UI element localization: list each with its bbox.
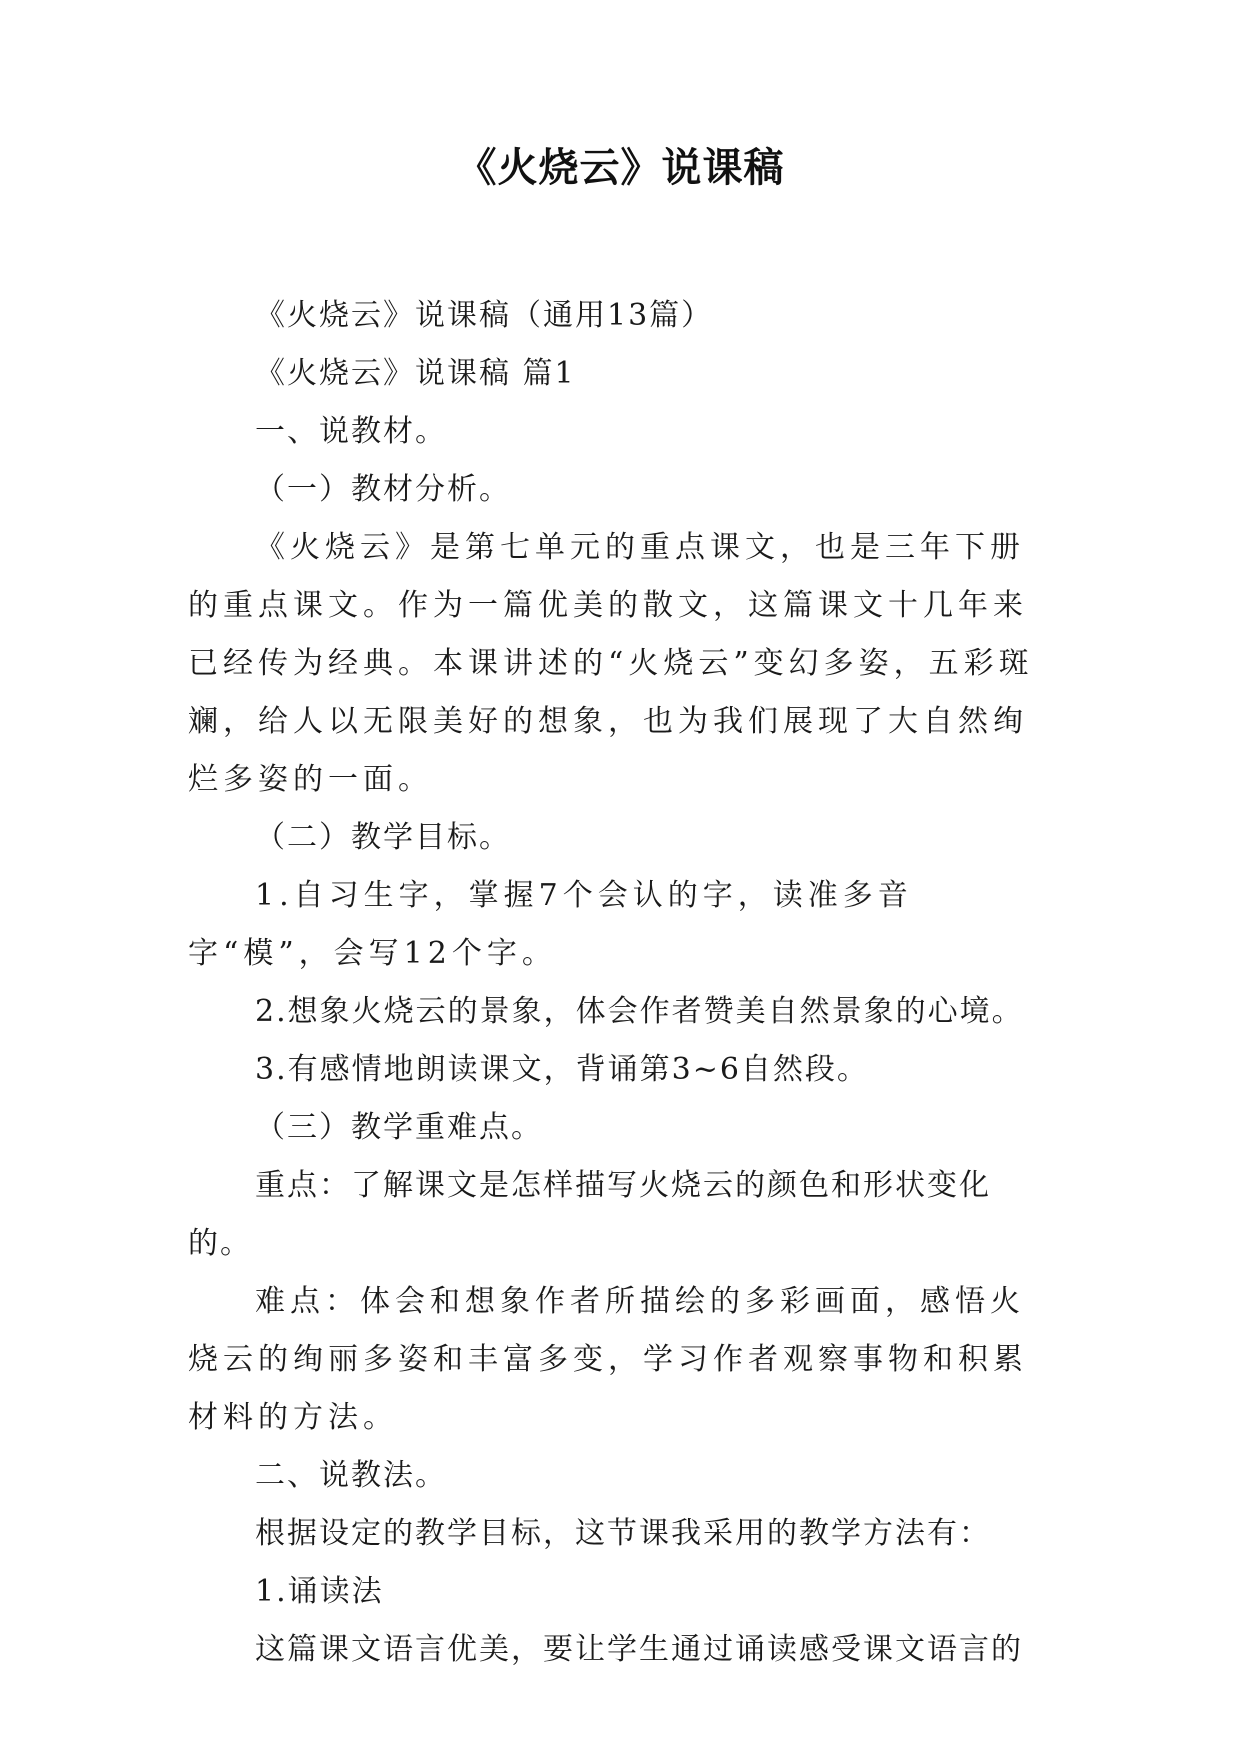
paragraph-subtitle: 《火烧云》说课稿（通用13篇）	[255, 298, 714, 333]
paragraph-heading-analysis: （一）教材分析。	[255, 472, 511, 507]
paragraph-analysis-text: 《火烧云》是第七单元的重点课文，也是三年下册的重点课文。作为一篇优美的散文，这篇课文十几年来已经传为经典。本课讲述的“火烧云”变幻多姿，五彩斑斓，给人以无限美好的想象，也为我们展现了大自然绚烂多姿的一面。	[188, 530, 1034, 797]
paragraph-goal-3: 3.有感情地朗读课文，背诵第3~6自然段。	[255, 1052, 869, 1087]
paragraph-section-heading: 《火烧云》说课稿 篇1	[255, 356, 576, 391]
paragraph-heading-methods: 二、说教法。	[255, 1458, 447, 1493]
paragraph-methods-intro: 根据设定的教学目标，这节课我采用的教学方法有：	[255, 1516, 991, 1551]
paragraph-heading-textbook: 一、说教材。	[255, 414, 447, 449]
paragraph-keypoint: 重点：了解课文是怎样描写火烧云的颜色和形状变化的。	[188, 1168, 991, 1261]
document-body	[188, 287, 1050, 1679]
paragraph-method-1: 1.诵读法	[255, 1574, 384, 1609]
paragraph-heading-keypoints: （三）教学重难点。	[255, 1110, 543, 1145]
paragraph-difficulty: 难点：体会和想象作者所描绘的多彩画面，感悟火烧云的绚丽多姿和丰富多变，学习作者观察事物和积累材料的方法。	[188, 1284, 1028, 1435]
paragraph-goal-2: 2.想象火烧云的景象，体会作者赞美自然景象的心境。	[255, 994, 1024, 1029]
paragraph-method-1-text: 这篇课文语言优美，要让学生通过诵读感受课文语言的	[255, 1632, 1023, 1667]
paragraph-heading-goals: （二）教学目标。	[255, 820, 511, 855]
document-title: 《火烧云》说课稿	[456, 145, 785, 191]
paragraph-goal-1: 1.自习生字，掌握7个会认的字，读准多音字“模”，会写12个字。	[188, 878, 913, 971]
